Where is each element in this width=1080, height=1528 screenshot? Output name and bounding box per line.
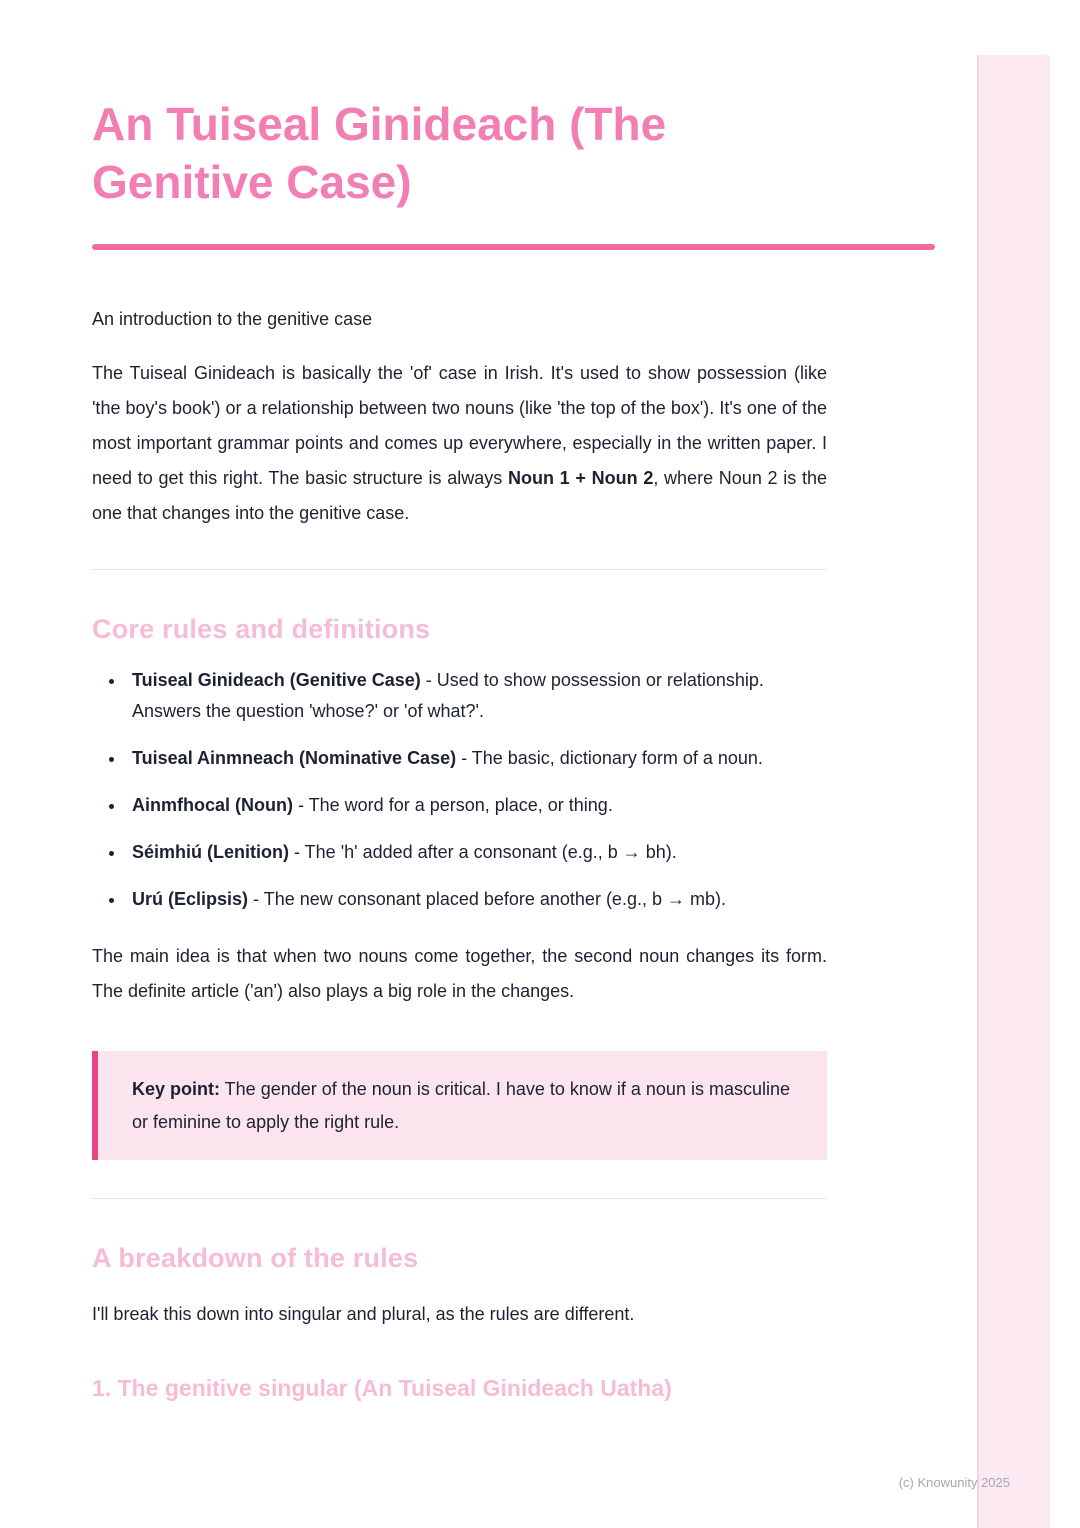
- intro-paragraph: [92, 356, 827, 531]
- list-item-term: Tuiseal Ainmneach (Nominative Case): [132, 748, 457, 769]
- key-point-text: The gender of the noun is critical. I have to know if a noun is masculine or feminine to apply the right rule.: [132, 1079, 790, 1132]
- list-item: [126, 665, 827, 727]
- footer-copyright: (c) Knowunity 2025: [898, 1475, 1010, 1490]
- core-rules-summary: The main idea is that when two nouns come together, the second noun changes its form. The definite article ('an') also plays a big role in the changes.: [92, 946, 827, 1002]
- list-item-term: Ainmfhocal (Noun): [132, 795, 293, 816]
- list-item-desc: - The 'h' added after a consonant (e.g., b → bh).: [289, 842, 677, 863]
- list-item: [126, 743, 827, 774]
- list-item-desc: - The new consonant placed before another (e.g., b → mb).: [248, 889, 726, 910]
- section-divider: [92, 569, 827, 570]
- list-item: [126, 884, 827, 915]
- intro-paragraph-text-b: , where Noun 2 is the one that changes into the genitive case.: [92, 468, 827, 524]
- key-point-label: Key point:: [132, 1079, 220, 1100]
- document-content: [92, 0, 827, 1402]
- list-item: [126, 790, 827, 821]
- intro-paragraph-text-a: The Tuiseal Ginideach is basically the 'of' case in Irish. It's used to show possession (like 'the boy's book') or a relationship between two nouns (like 'the top of the box'). It's one of the most important grammar points and comes up everywhere, especially in the written paper. I need to get this right. The basic structure is always: [92, 362, 827, 489]
- section-divider: [92, 1198, 827, 1199]
- page-title: An Tuiseal Ginideach (The Genitive Case): [92, 98, 667, 209]
- list-item: [126, 837, 827, 868]
- breakdown-intro: I'll break this down into singular and plural, as the rules are different.: [92, 1304, 635, 1325]
- list-item-term: Urú (Eclipsis): [132, 889, 249, 910]
- side-accent-stripe: [977, 55, 1050, 1528]
- key-point-callout: [92, 1051, 827, 1160]
- intro-subtitle: An introduction to the genitive case: [92, 308, 373, 329]
- list-item-term: Tuiseal Ginideach (Genitive Case): [132, 670, 421, 691]
- intro-paragraph-bold: Noun 1 + Noun 2: [507, 468, 654, 489]
- list-item-desc: - Used to show possession or relationship. Answers the question 'whose?' or 'of what?'.: [132, 670, 764, 722]
- list-item-term: Séimhiú (Lenition): [132, 842, 289, 863]
- list-item-desc: - The word for a person, place, or thing.: [292, 795, 613, 816]
- core-rules-heading: Core rules and definitions: [92, 614, 431, 645]
- title-underline-rule: [92, 244, 935, 250]
- breakdown-heading: A breakdown of the rules: [92, 1243, 419, 1274]
- list-item-desc: - The basic, dictionary form of a noun.: [456, 748, 763, 769]
- genitive-singular-subheading: 1. The genitive singular (An Tuiseal Ginideach Uatha): [92, 1374, 672, 1401]
- core-rules-list: [92, 665, 827, 915]
